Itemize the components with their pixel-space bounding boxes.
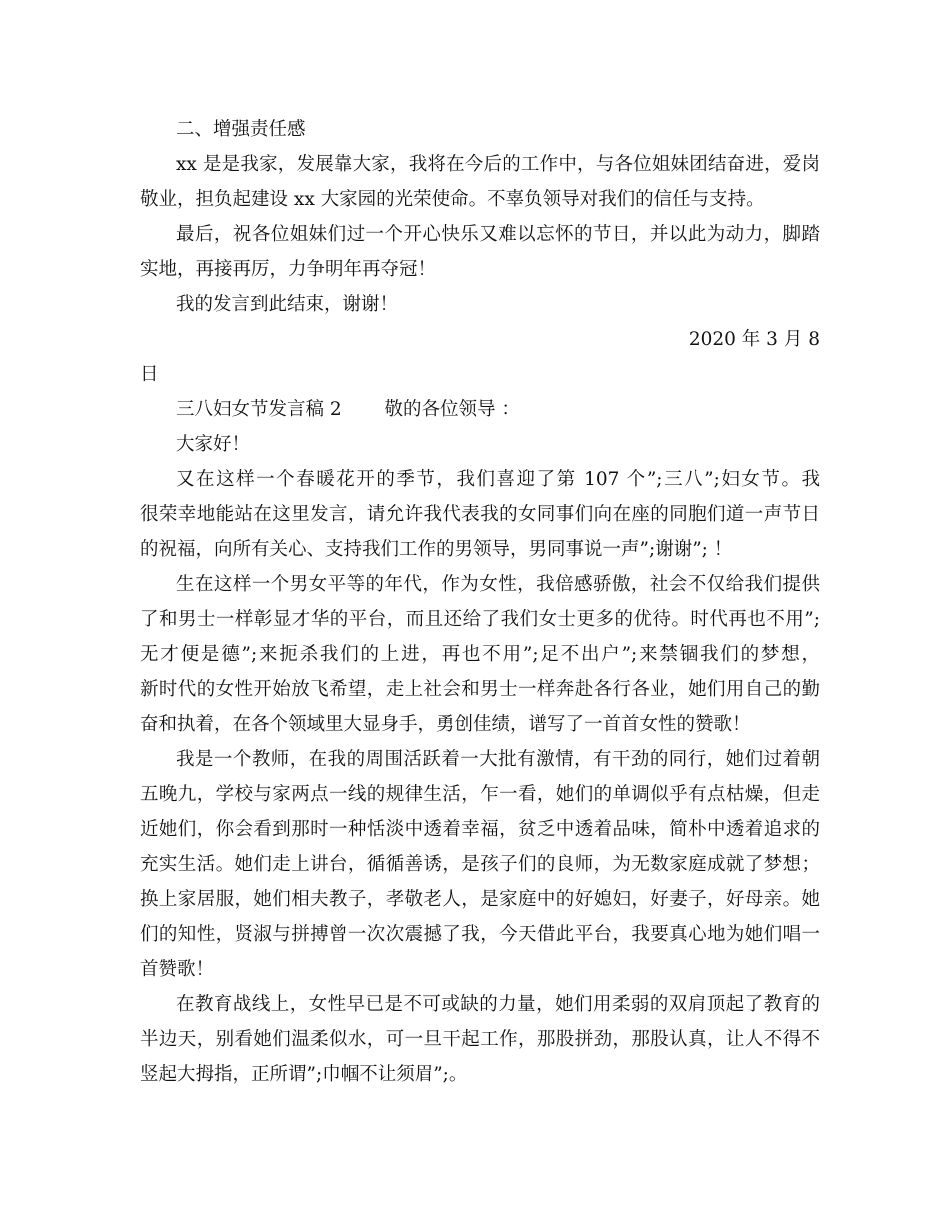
paragraph-line: xx 是是我家，发展靠大家，我将在今后的工作中，与各位姐妹团结奋进，爱岗: [176, 154, 820, 175]
section-heading: 二、增强责任感: [176, 119, 306, 140]
paragraph-line: 敬业，担负起建设 xx 大家园的光荣使命。不辜负领导对我们的信任与支持。: [140, 189, 765, 210]
paragraph-line: 生在这样一个男女平等的年代，作为女性，我倍感骄傲，社会不仅给我们提供: [176, 574, 820, 595]
date-line: 日: [140, 364, 159, 385]
paragraph-line: 的祝福，向所有关心、支持我们工作的男领导，男同事说一声”;谢谢”; ！: [140, 539, 733, 560]
paragraph-line: 五晚九，学校与家两点一线的规律生活，乍一看，她们的单调似乎有点枯燥，但走: [140, 784, 820, 805]
paragraph-line: 半边天，别看她们温柔似水，可一旦干起工作，那股拼劲，那股认真，让人不得不: [140, 1029, 820, 1050]
paragraph-line: 充实生活。她们走上讲台，循循善诱，是孩子们的良师，为无数家庭成就了梦想；: [140, 854, 820, 875]
paragraph-line: 近她们，你会看到那时一种恬淡中透着幸福，贫乏中透着品味，简朴中透着追求的: [140, 819, 820, 840]
paragraph-line: 我是一个教师，在我的周围活跃着一大批有激情，有干劲的同行，她们过着朝: [176, 749, 820, 770]
paragraph-line: 新时代的女性开始放飞希望，走上社会和男士一样奔赴各行各业，她们用自己的勤: [140, 679, 820, 700]
paragraph-line: 又在这样一个春暖花开的季节，我们喜迎了第 107 个”;三八”;妇女节。我: [176, 469, 820, 490]
paragraph-line: 很荣幸地能站在这里发言，请允许我代表我的女同事们向在座的同胞们道一声节日: [140, 504, 820, 525]
paragraph-line: 了和男士一样彰显才华的平台，而且还给了我们女士更多的优待。时代再也不用”;: [140, 609, 820, 630]
paragraph-line: 无才便是德”;来扼杀我们的上进，再也不用”;足不出户”;来禁锢我们的梦想，: [140, 644, 820, 665]
paragraph-line: 我的发言到此结束，谢谢！: [176, 294, 399, 315]
paragraph-line: 换上家居服，她们相夫教子，孝敬老人，是家庭中的好媳妇，好妻子，好母亲。她: [140, 889, 820, 910]
paragraph-line: 最后，祝各位姐妹们过一个开心快乐又难以忘怀的节日，并以此为动力，脚踏: [176, 224, 820, 245]
paragraph-line: 首赞歌！: [140, 959, 215, 980]
paragraph-line: 奋和执着，在各个领域里大显身手，勇创佳绩，谱写了一首首女性的赞歌！: [140, 714, 751, 735]
paragraph-line: 竖起大拇指，正所谓”;巾帼不让须眉”;。: [140, 1064, 468, 1085]
speech-title: 三八妇女节发言稿 2 敬的各位领导 ：: [176, 399, 520, 420]
date-line: 2020 年 3 月 8: [688, 329, 820, 350]
greeting-line: 大家好！: [176, 434, 251, 455]
paragraph-line: 在教育战线上，女性早已是不可或缺的力量，她们用柔弱的双肩顶起了教育的: [176, 994, 820, 1015]
paragraph-line: 们的知性，贤淑与拼搏曾一次次震撼了我，今天借此平台，我要真心地为她们唱一: [140, 924, 820, 945]
paragraph-line: 实地，再接再厉，力争明年再夺冠！: [140, 259, 437, 280]
